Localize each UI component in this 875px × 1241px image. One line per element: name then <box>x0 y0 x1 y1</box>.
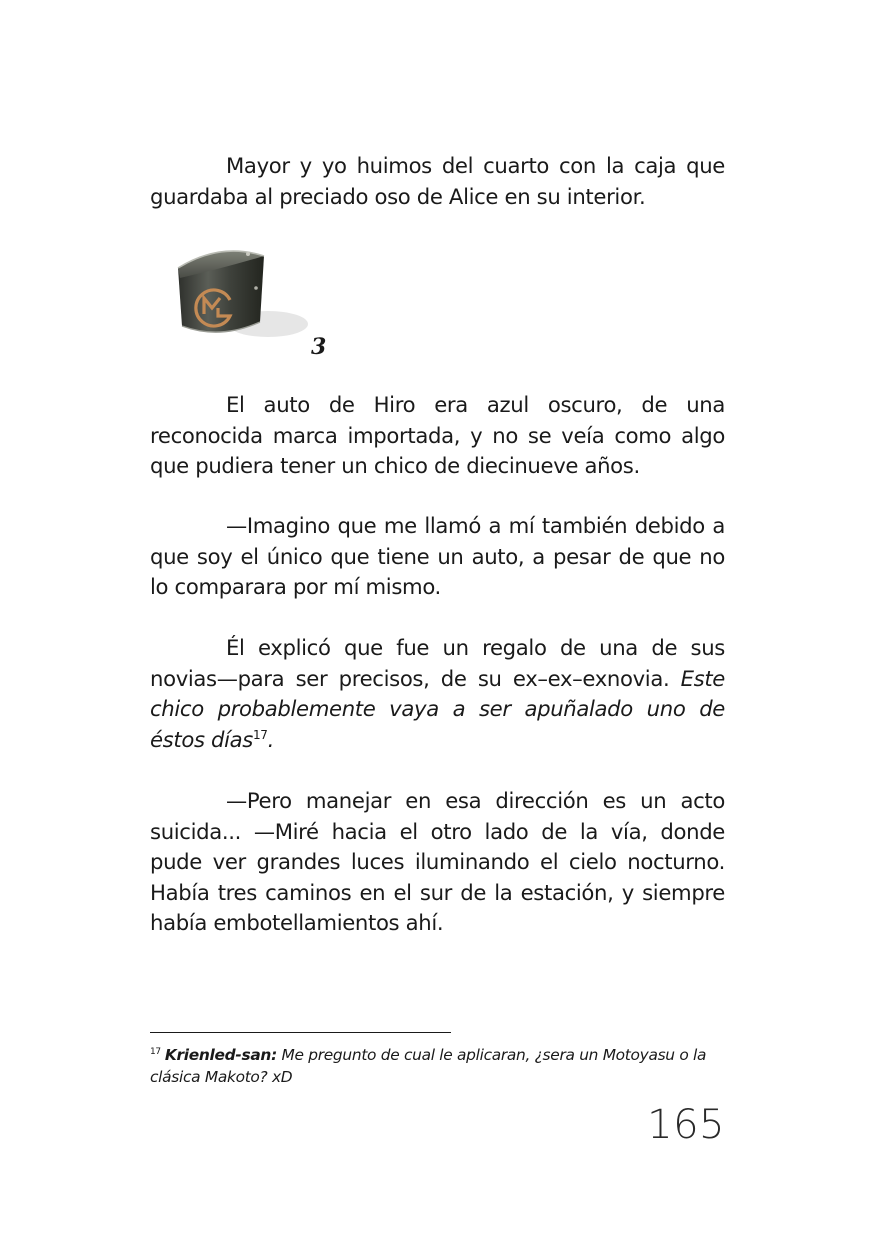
paragraph-italic-text: Este chico probablemente vaya a ser apuñalado uno de éstos días <box>150 665 725 752</box>
footnote-divider <box>150 1032 451 1033</box>
footnote-reference: 17 <box>252 727 268 742</box>
footnote-author: Krienled-san: <box>164 1046 277 1064</box>
paragraph-3 <box>150 511 725 603</box>
paragraph-plain-text: Él explicó que fue un regalo de una de sus novias—para ser precisos, de su ex–ex–exnovia. <box>150 635 725 691</box>
footnote-number: 17 <box>150 1046 161 1057</box>
paragraph-end-punctuation: . <box>267 726 274 752</box>
paragraph-text: —Pero manejar en esa dirección es un acto suicida... —Miré hacia el otro lado de la vía, donde pude ver grandes luces iluminando el cielo nocturno. Había tres caminos en el sur de la estación, y siempre había embotellamientos ahí. <box>150 788 725 936</box>
footnote <box>150 1044 725 1088</box>
paragraph-text: Mayor y yo huimos del cuarto con la caja que guardaba al preciado oso de Alice en su interior. <box>150 153 725 209</box>
paragraph-text: El auto de Hiro era azul oscuro, de una reconocida marca importada, y no se veía como algo que pudiera tener un chico de diecinueve años. <box>150 392 725 479</box>
paragraph-2 <box>150 390 725 482</box>
paragraph-text <box>150 633 725 755</box>
paragraph-4 <box>150 633 725 755</box>
paragraph-1 <box>150 151 725 212</box>
paragraph-text: —Imagino que me llamó a mí también debido a que soy el único que tiene un auto, a pesar de que no lo comparara por mí mismo. <box>150 513 725 600</box>
paragraph-5 <box>150 786 725 939</box>
footnote-text: Me pregunto de cual le aplicaran, ¿sera un Motoyasu o la clásica Makoto? xD <box>150 1046 707 1086</box>
armband-emblem-icon <box>172 244 312 344</box>
page-number: 165 <box>647 1102 725 1148</box>
scene-number: 3 <box>311 334 327 360</box>
